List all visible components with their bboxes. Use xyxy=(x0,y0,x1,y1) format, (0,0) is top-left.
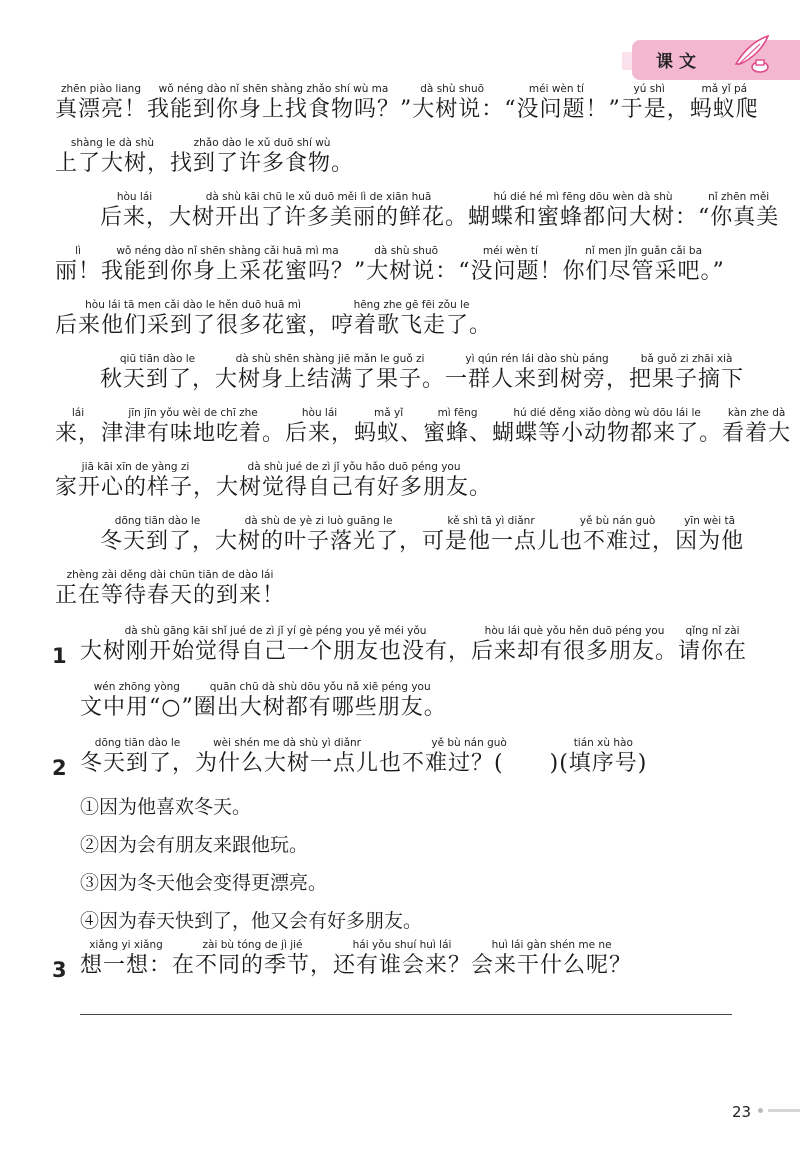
ruby-segment xyxy=(55,82,147,124)
pinyin-annotation: yì qún rén lái dào shù páng xyxy=(465,353,609,365)
ruby-segment xyxy=(80,938,172,980)
hanzi-text: “没问题！ xyxy=(458,259,563,284)
page-bar xyxy=(768,1109,800,1112)
ruby-segment xyxy=(55,406,101,448)
hanzi-text: 想一想： xyxy=(80,953,173,978)
ruby-segment xyxy=(55,568,285,610)
ruby-segment xyxy=(354,406,423,448)
pinyin-annotation: lái xyxy=(71,407,85,419)
story-line-6 xyxy=(100,352,744,394)
pinyin-annotation: xiǎng yi xiǎng xyxy=(89,939,163,951)
question-number-2: 2 xyxy=(52,756,67,780)
pinyin-annotation: yě bù nán guò xyxy=(431,737,507,749)
story-line-3 xyxy=(100,190,779,232)
hanzi-text: 大树觉得自己有好多朋友。 xyxy=(216,475,493,500)
hanzi-text: 大树身上结满了果子。 xyxy=(215,367,446,392)
ruby-segment xyxy=(331,298,492,340)
hanzi-text: 后来却有很多朋友。 xyxy=(471,639,679,664)
hanzi-text: 在不同的季节， xyxy=(172,953,334,978)
pinyin-annotation: hú dié děng xiǎo dòng wù dōu lái le xyxy=(513,407,701,419)
ruby-segment xyxy=(675,514,744,556)
pinyin-annotation: mì fēng xyxy=(437,407,478,419)
pinyin-annotation: lì xyxy=(75,245,81,257)
answer-line[interactable] xyxy=(80,1014,732,1015)
pinyin-annotation: zhǎo dào le xǔ duō shí wù xyxy=(193,137,331,149)
pinyin-annotation: nǐ zhēn měi xyxy=(708,191,770,203)
story-line-1 xyxy=(55,82,759,124)
hanzi-text: 找到了许多食物。 xyxy=(170,151,355,176)
ruby-segment xyxy=(354,244,458,286)
ruby-segment xyxy=(422,514,560,556)
hanzi-text: 请你在 xyxy=(678,639,748,664)
pinyin-annotation: kàn zhe dà xyxy=(727,407,786,419)
ruby-segment xyxy=(333,938,471,980)
hanzi-text: 丽！ xyxy=(55,259,102,284)
ruby-segment xyxy=(423,406,492,448)
hanzi-text: 蝴蝶等小动物都来了。 xyxy=(492,421,723,446)
ruby-segment xyxy=(445,352,629,394)
question-number-3: 3 xyxy=(52,958,67,982)
pinyin-annotation: dōng tiān dào le xyxy=(94,737,181,749)
ruby-segment xyxy=(285,406,354,448)
hanzi-text: 津津有味地吃着。 xyxy=(101,421,286,446)
pinyin-annotation: méi wèn tí xyxy=(482,245,538,257)
ruby-segment xyxy=(80,680,194,722)
ruby-segment xyxy=(560,514,675,556)
pinyin-annotation: dōng tiān dào le xyxy=(114,515,201,527)
pinyin-annotation: qiū tiān dào le xyxy=(119,353,196,365)
q2-option-1: ①因为他喜欢冬天。 xyxy=(80,796,252,818)
pinyin-annotation: zài bù tóng de jì jié xyxy=(202,939,303,951)
pinyin-annotation: yīn wèi tā xyxy=(684,515,736,527)
hanzi-text: 大树开出了许多美丽的鲜花。 xyxy=(169,205,469,230)
ruby-segment xyxy=(170,136,354,178)
pinyin-annotation: dà shù de yè zi luò guāng le xyxy=(244,515,393,527)
hanzi-text: 蜜蜂、 xyxy=(423,421,493,446)
hanzi-text: 蝴蝶和蜜蜂都问大树： xyxy=(468,205,699,230)
hanzi-text: 上了大树， xyxy=(55,151,171,176)
hanzi-text: 可是他一点儿 xyxy=(422,529,561,554)
ruby-segment xyxy=(147,82,400,124)
hanzi-text: 我能到你身上采花蜜吗？ xyxy=(101,259,355,284)
pinyin-annotation: nǐ men jǐn guǎn cǎi ba xyxy=(585,245,703,257)
hanzi-text: 来， xyxy=(55,421,102,446)
hanzi-text: 还有谁会来？ xyxy=(333,953,472,978)
ruby-segment xyxy=(55,136,170,178)
pinyin-annotation: wèi shén me dà shù yì diǎnr xyxy=(213,737,361,749)
hanzi-text: 蚂蚁爬 xyxy=(689,97,759,122)
ruby-segment xyxy=(471,624,678,666)
q2-option-4: ④因为春天快到了，他又会有好多朋友。 xyxy=(80,910,423,932)
ruby-segment xyxy=(195,736,379,778)
hanzi-text: 冬天到了， xyxy=(80,751,196,776)
hanzi-text: 为什么大树一点儿 xyxy=(195,751,380,776)
hanzi-text: 秋天到了， xyxy=(100,367,216,392)
pinyin-annotation: shàng le dà shù xyxy=(70,137,155,149)
pinyin-annotation: zhèng zài děng dài chūn tiān de dào lái xyxy=(66,569,274,581)
pinyin-annotation: bǎ guǒ zi zhāi xià xyxy=(640,353,733,365)
ruby-segment xyxy=(55,460,216,502)
hanzi-text: 文中用“○” xyxy=(80,695,194,720)
hanzi-text: 也不难过， xyxy=(560,529,676,554)
ruby-segment xyxy=(458,244,562,286)
hanzi-text: 冬天到了， xyxy=(100,529,216,554)
hanzi-text: 一群人来到树旁， xyxy=(445,367,630,392)
question-number-1: 1 xyxy=(52,644,67,668)
ruby-segment xyxy=(492,406,722,448)
pinyin-annotation: dà shù shuō xyxy=(420,83,485,95)
ruby-segment xyxy=(55,244,101,286)
pinyin-annotation: méi wèn tí xyxy=(528,83,584,95)
hanzi-text: 后来他们采到了很多花蜜， xyxy=(55,313,332,338)
hanzi-text: “没问题！ xyxy=(504,97,609,122)
q2-option-2: ②因为会有朋友来跟他玩。 xyxy=(80,834,309,856)
hanzi-text: 把果子摘下 xyxy=(629,367,745,392)
hanzi-text: 我能到你身上找食物吗？ xyxy=(147,97,401,122)
ruby-segment xyxy=(400,82,504,124)
page-dot xyxy=(758,1108,763,1113)
ruby-segment xyxy=(563,244,725,286)
pinyin-annotation: wǒ néng dào nǐ shēn shàng zhǎo shí wù ma xyxy=(158,83,389,95)
hanzi-text: ”大树说： xyxy=(400,97,505,122)
ruby-segment xyxy=(690,82,759,124)
ruby-segment xyxy=(169,190,468,232)
hanzi-text: 因为他 xyxy=(675,529,745,554)
pinyin-annotation: mǎ yǐ xyxy=(373,407,404,419)
pinyin-annotation: hú dié hé mì fēng dōu wèn dà shù xyxy=(493,191,673,203)
pinyin-annotation: dà shù jué de zì jǐ yǒu hǎo duō péng you xyxy=(247,461,461,473)
story-line-8 xyxy=(55,460,492,502)
pinyin-annotation: jīn jīn yǒu wèi de chī zhe xyxy=(128,407,258,419)
ruby-segment xyxy=(101,406,285,448)
story-line-5 xyxy=(55,298,492,340)
pinyin-annotation: hòu lái xyxy=(116,191,153,203)
hanzi-text: “你真美 xyxy=(698,205,780,230)
pinyin-annotation: mǎ yǐ pá xyxy=(701,83,748,95)
ruby-segment xyxy=(100,190,169,232)
hanzi-text: 看着大 xyxy=(722,421,792,446)
hanzi-text: 家开心的样子， xyxy=(55,475,217,500)
q2-option-3: ③因为冬天他会变得更漂亮。 xyxy=(80,872,328,894)
ruby-segment xyxy=(722,406,791,448)
hanzi-text: (填序号) xyxy=(559,751,648,776)
story-line-4 xyxy=(55,244,725,286)
ruby-segment xyxy=(215,352,445,394)
ruby-segment xyxy=(80,736,195,778)
pinyin-annotation: dà shù shēn shàng jiē mǎn le guǒ zi xyxy=(235,353,425,365)
ruby-segment xyxy=(504,82,608,124)
q1-line-2 xyxy=(80,680,447,722)
hanzi-text: 大树刚开始觉得自己一个朋友也没有， xyxy=(80,639,472,664)
pinyin-annotation: tián xù hào xyxy=(573,737,633,749)
hanzi-text: 后来， xyxy=(285,421,355,446)
pinyin-annotation: hòu lái xyxy=(301,407,338,419)
q2-line-1 xyxy=(80,736,647,778)
pinyin-annotation: dà shù kāi chū le xǔ duō měi lì de xiān huā xyxy=(205,191,432,203)
pinyin-annotation: zhēn piào liang xyxy=(61,83,141,95)
page-number: 23 xyxy=(732,1103,752,1121)
pinyin-annotation: dà shù gāng kāi shǐ jué de zì jǐ yí gè péng you yě méi yǒu xyxy=(124,625,427,637)
pinyin-annotation: jiā kāi xīn de yàng zi xyxy=(81,461,190,473)
ruby-segment xyxy=(468,190,698,232)
story-line-9 xyxy=(100,514,744,556)
pinyin-annotation: yě bù nán guò xyxy=(579,515,656,527)
ruby-segment xyxy=(215,514,422,556)
ruby-segment xyxy=(216,460,492,502)
pinyin-annotation: qǐng nǐ zài xyxy=(685,625,740,637)
hanzi-text: 你们尽管采吧。” xyxy=(562,259,725,284)
pinyin-annotation: huì lái gàn shén me ne xyxy=(491,939,612,951)
ruby-segment xyxy=(100,352,215,394)
pinyin-annotation: hēng zhe gē fēi zǒu le xyxy=(353,299,470,311)
hanzi-text: 会来干什么呢？ xyxy=(471,953,633,978)
ruby-segment xyxy=(609,82,690,124)
hanzi-text: ”于是， xyxy=(608,97,690,122)
ruby-segment xyxy=(698,190,779,232)
story-line-2 xyxy=(55,136,354,178)
ruby-segment xyxy=(80,624,471,666)
ruby-segment xyxy=(678,624,747,666)
hanzi-text: 蚂蚁、 xyxy=(354,421,424,446)
hanzi-text: 哼着歌飞走了。 xyxy=(331,313,493,338)
hanzi-text: 真漂亮！ xyxy=(55,97,148,122)
pinyin-annotation: hòu lái tā men cǎi dào le hěn duō huā mì xyxy=(85,299,301,311)
ruby-segment xyxy=(101,244,354,286)
story-line-10 xyxy=(55,568,285,610)
hanzi-text: 也不难过？( ) xyxy=(379,751,560,776)
story-line-7 xyxy=(55,406,791,448)
pinyin-annotation: kě shì tā yì diǎnr xyxy=(447,515,535,527)
ruby-segment xyxy=(629,352,744,394)
pinyin-annotation: hái yǒu shuí huì lái xyxy=(352,939,452,951)
section-title: 课文 xyxy=(656,52,702,72)
pinyin-annotation: hòu lái què yǒu hěn duō péng you xyxy=(484,625,665,637)
ruby-segment xyxy=(379,736,559,778)
ruby-segment xyxy=(55,298,331,340)
quill-inkpot-icon xyxy=(730,34,772,74)
hanzi-text: 正在等待春天的到来！ xyxy=(55,583,286,608)
q1-line-1 xyxy=(80,624,747,666)
hanzi-text: 大树的叶子落光了， xyxy=(215,529,423,554)
ruby-segment xyxy=(100,514,215,556)
ruby-segment xyxy=(172,938,333,980)
pinyin-annotation: wén zhōng yòng xyxy=(93,681,180,693)
q3-line-1 xyxy=(80,938,632,980)
hanzi-text: ”大树说： xyxy=(354,259,459,284)
pinyin-annotation: dà shù shuō xyxy=(374,245,439,257)
ruby-segment xyxy=(559,736,647,778)
ruby-segment xyxy=(471,938,632,980)
ruby-segment xyxy=(194,680,447,722)
pinyin-annotation: yú shì xyxy=(633,83,665,95)
hanzi-text: 圈出大树都有哪些朋友。 xyxy=(193,695,447,720)
pinyin-annotation: wǒ néng dào nǐ shēn shàng cǎi huā mì ma xyxy=(116,245,339,257)
hanzi-text: 后来， xyxy=(100,205,170,230)
pinyin-annotation: quān chū dà shù dōu yǒu nǎ xiē péng you xyxy=(209,681,431,693)
